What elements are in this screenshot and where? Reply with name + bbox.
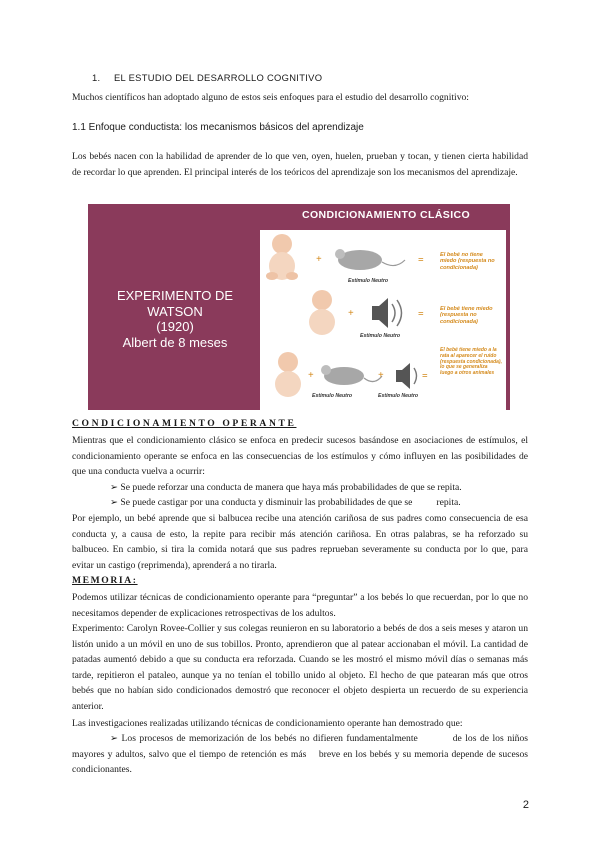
figure-title: CONDICIONAMIENTO CLÁSICO [302,209,471,221]
speaker-icon [372,298,402,328]
figure-caption-left [88,288,262,350]
experiment-paragraph: Experimento: Carolyn Rovee-Collier y sus colegas reunieron en su laboratorio a bebés de dos a seis meses y ataron un listón unido a un móvil en uno de sus tobillos. Pronto, aprendieron que al patear accionaban el móvil. La cantidad de patadas aumentó debido a que su conducta era reforzada. Cuando se les mostró el mismo móvil días o semanas más tarde, repitieron el pataleo, aunque ya no tenían el tobillo unido al objeto. El hecho de que patearan más que otros bebés que no habían sido condicionados demostró que reconocer el objeto despierta un recuerdo de su experiencia anterior. [72,623,528,712]
rat-icon [321,365,382,385]
stimulus-label: Estímulo Neutro [360,333,401,339]
page-number: 2 [522,799,529,811]
baby-icon [266,234,298,280]
bullet-item: ➢ Se puede castigar por una conducta y disminuir las probabilidades de que se repita. [110,497,461,508]
speaker-icon [396,363,417,389]
stimulus-label: Estímulo Neutro [348,278,389,284]
svg-text:+: + [348,308,354,319]
svg-text:+: + [378,370,384,381]
baby-icon [275,352,301,397]
classical-conditioning-figure [88,204,510,410]
response-text: El bebé tiene miedo (respuesta no condicionada) [440,306,493,325]
response-text: El bebé no tiene miedo (respuesta no condicionada) [440,252,495,271]
baby-icon [309,290,335,335]
operante-heading: CONDICIONAMIENTO OPERANTE [72,418,297,429]
rat-icon [335,249,405,270]
operante-example-paragraph: Por ejemplo, un bebé aprende que si balbucea recibe una atención cariñosa de sus padres como consecuencia de esa conducta y, a causa de esto, la repite para recibir más atención cariñosa. En otras palabras, se ha reforzado su balbuceo. En cambio, si tira la comida notará que sus padres reprueban severamente su conducta por lo que, para evitar un castigo (reprimenda), aprenderá a no tirarla. [72,513,528,571]
research-paragraph: Las investigaciones realizadas utilizando técnicas de condicionamiento operante han demostrado que: [72,718,463,729]
svg-text:=: = [422,371,428,382]
figure-left-line: Albert de 8 meses [122,334,228,350]
figure-left-line: EXPERIMENTO DE WATSON [116,288,234,319]
svg-text:+: + [308,370,314,381]
section-heading [92,72,322,83]
response-text: El bebé tiene miedo a la rata al aparecer el ruido (respuesta condicionada), lo que se generaliza luego a otros animales [440,347,502,377]
stimulus-label: Estímulo Neutro [378,393,419,399]
paragraph-learning: Los bebés nacen con la habilidad de aprender de lo que ven, oyen, huelen, prueban y tocan, y tienen cierta habilidad de recordar lo que aprenden. El principal interés de los teóricos del aprendizaje son los mecanismos del aprendizaje. [72,151,528,178]
memoria-heading: MEMORIA: [72,575,138,586]
svg-text:=: = [418,255,424,266]
section-number: 1. [92,72,101,83]
memoria-paragraph: Podemos utilizar técnicas de condicionamiento operante para “preguntar” a los bebés lo que recuerdan, por lo que no necesitamos depender de explicaciones retrospectivas de los adultos. [72,592,528,619]
stimulus-label: Estímulo Neutro [312,393,353,399]
svg-text:=: = [418,309,424,320]
svg-text:+: + [316,254,322,265]
intro-paragraph: Muchos científicos han adoptado alguno de estos seis enfoques para el estudio del desarrollo cognitivo: [72,92,469,103]
figure-left-line: (1920) [156,319,194,334]
bullet-item: ➢ Los procesos de memorización de los bebés no difieren fundamentalmente de los de los niños mayores y adultos, salvo que el tiempo de retención es más breve en los bebés y su memoria depende de sucesos condicionantes. [72,733,531,775]
subsection-heading: 1.1 Enfoque conductista: los mecanismos básicos del aprendizaje [72,122,364,133]
section-title: EL ESTUDIO DEL DESARROLLO COGNITIVO [114,72,323,83]
bullet-item: ➢ Se puede reforzar una conducta de manera que haya más probabilidades de que se repita. [110,482,462,493]
operante-paragraph: Mientras que el condicionamiento clásico se enfoca en predecir sucesos basándose en asociaciones de estímulos, el condicionamiento operante se enfoca en las consecuencias de los estímulos y cómo influyen en las posibilidades de que una conducta vuelva a ocurrir: [72,435,528,477]
figure-panel [260,230,506,410]
